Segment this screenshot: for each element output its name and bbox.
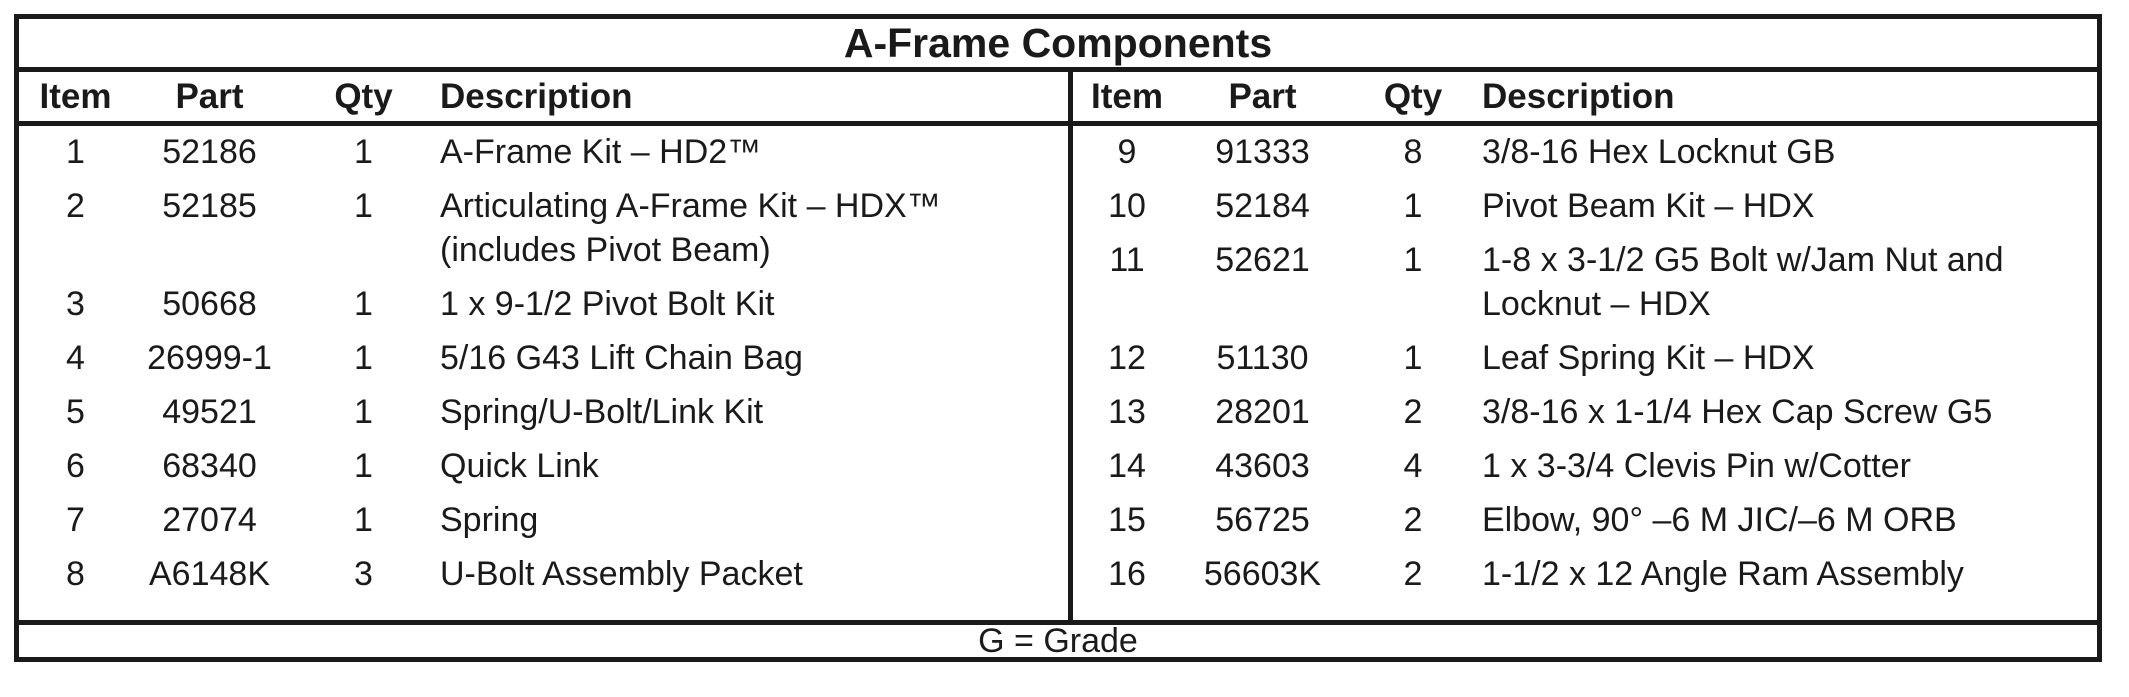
header-item: Item: [39, 76, 112, 116]
header-part: Part: [175, 76, 244, 116]
cell-description: Spring: [440, 501, 539, 539]
cell-description: 3/8-16 x 1-1/4 Hex Cap Screw G5: [1482, 393, 1993, 431]
cell-qty: 8: [1403, 133, 1423, 171]
header-qty: Qty: [334, 76, 393, 116]
cell-qty: 1: [354, 447, 373, 485]
cell-qty: 1: [354, 133, 373, 171]
cell-item: 11: [1109, 241, 1145, 279]
cell-item: 7: [66, 501, 85, 539]
cell-part: 68340: [162, 447, 257, 485]
table-footer: G = Grade: [19, 620, 2097, 657]
cell-description: Elbow, 90° –6 M JIC/–6 M ORB: [1482, 501, 1957, 539]
cell-qty: 1: [354, 285, 373, 323]
right-header-row: [1073, 72, 2097, 126]
cell-qty: 1: [354, 501, 373, 539]
cell-item: 2: [66, 187, 85, 225]
cell-description: 1 x 9-1/2 Pivot Bolt Kit: [440, 285, 775, 323]
table-row: [1073, 444, 2097, 498]
cell-part: 91333: [1215, 133, 1310, 171]
right-half: [1073, 72, 2097, 620]
table-row: [19, 184, 1068, 282]
right-body: [1073, 126, 2097, 606]
cell-item: 8: [66, 555, 85, 593]
components-table: [14, 14, 2102, 662]
left-body: [19, 126, 1068, 606]
cell-item: 12: [1108, 339, 1146, 377]
cell-part: 27074: [162, 501, 257, 539]
cell-item: 5: [66, 393, 85, 431]
left-half: [19, 72, 1068, 620]
cell-part: 49521: [162, 393, 257, 431]
cell-part: 56603K: [1203, 555, 1322, 593]
cell-qty: 1: [1403, 241, 1423, 279]
cell-part: 43603: [1215, 447, 1310, 485]
cell-part: 52185: [162, 187, 257, 225]
cell-qty: 1: [1403, 187, 1423, 225]
left-header-row: [19, 72, 1068, 126]
cell-item: 1: [66, 133, 85, 171]
cell-item: 9: [1117, 133, 1137, 171]
header-description: Description: [440, 76, 633, 116]
table-row: [1073, 498, 2097, 552]
cell-part: 26999-1: [147, 339, 272, 377]
cell-part: 56725: [1215, 501, 1310, 539]
cell-item: 13: [1108, 393, 1146, 431]
table-row: [1073, 390, 2097, 444]
cell-part: 52186: [162, 133, 257, 171]
cell-description: Pivot Beam Kit – HDX: [1482, 187, 1815, 225]
cell-item: 4: [66, 339, 85, 377]
cell-item: 15: [1108, 501, 1146, 539]
table-row: [19, 498, 1068, 552]
cell-description: U-Bolt Assembly Packet: [440, 555, 803, 593]
cell-qty: 1: [1403, 339, 1423, 377]
cell-description: Spring/U-Bolt/Link Kit: [440, 393, 764, 431]
header-part: Part: [1228, 76, 1297, 116]
cell-qty: 2: [1403, 393, 1423, 431]
cell-qty: 4: [1403, 447, 1423, 485]
cell-description: 3/8-16 Hex Locknut GB: [1482, 133, 1836, 171]
cell-description: Leaf Spring Kit – HDX: [1482, 339, 1815, 377]
cell-item: 10: [1108, 187, 1146, 225]
cell-description: A-Frame Kit – HD2™: [440, 133, 762, 171]
table-row: [1073, 130, 2097, 184]
cell-item: 16: [1108, 555, 1146, 593]
cell-description: Articulating A-Frame Kit – HDX™ (includes Pivot Beam): [440, 187, 941, 269]
cell-qty: 1: [354, 339, 373, 377]
table-row: [19, 336, 1068, 390]
cell-item: 6: [66, 447, 85, 485]
table-row: [19, 130, 1068, 184]
table-title: A-Frame Components: [19, 19, 2097, 72]
cell-description: Quick Link: [440, 447, 599, 485]
cell-qty: 1: [354, 187, 373, 225]
cell-part: 51130: [1216, 339, 1309, 377]
cell-description: 1-8 x 3-1/2 G5 Bolt w/Jam Nut and Locknut – HDX: [1482, 241, 2004, 323]
cell-qty: 3: [354, 555, 373, 593]
table-row: [19, 552, 1068, 606]
table-row: [1073, 184, 2097, 238]
cell-qty: 2: [1403, 555, 1423, 593]
cell-part: 50668: [162, 285, 257, 323]
header-qty: Qty: [1383, 76, 1443, 116]
cell-part: 28201: [1215, 393, 1310, 431]
cell-part: A6148K: [149, 555, 270, 593]
table-row: [1073, 238, 2097, 336]
cell-part: 52184: [1215, 187, 1310, 225]
cell-qty: 1: [354, 393, 373, 431]
table-row: [1073, 336, 2097, 390]
cell-item: 3: [66, 285, 85, 323]
header-item: Item: [1091, 76, 1163, 116]
cell-item: 14: [1108, 447, 1146, 485]
table-row: [19, 390, 1068, 444]
cell-qty: 2: [1403, 501, 1423, 539]
table-row: [19, 444, 1068, 498]
header-description: Description: [1482, 76, 1675, 116]
cell-part: 52621: [1215, 241, 1310, 279]
table-row: [1073, 552, 2097, 606]
cell-description: 1-1/2 x 12 Angle Ram Assembly: [1482, 555, 1964, 593]
table-row: [19, 282, 1068, 336]
cell-description: 1 x 3-3/4 Clevis Pin w/Cotter: [1482, 447, 1911, 485]
cell-description: 5/16 G43 Lift Chain Bag: [440, 339, 803, 377]
